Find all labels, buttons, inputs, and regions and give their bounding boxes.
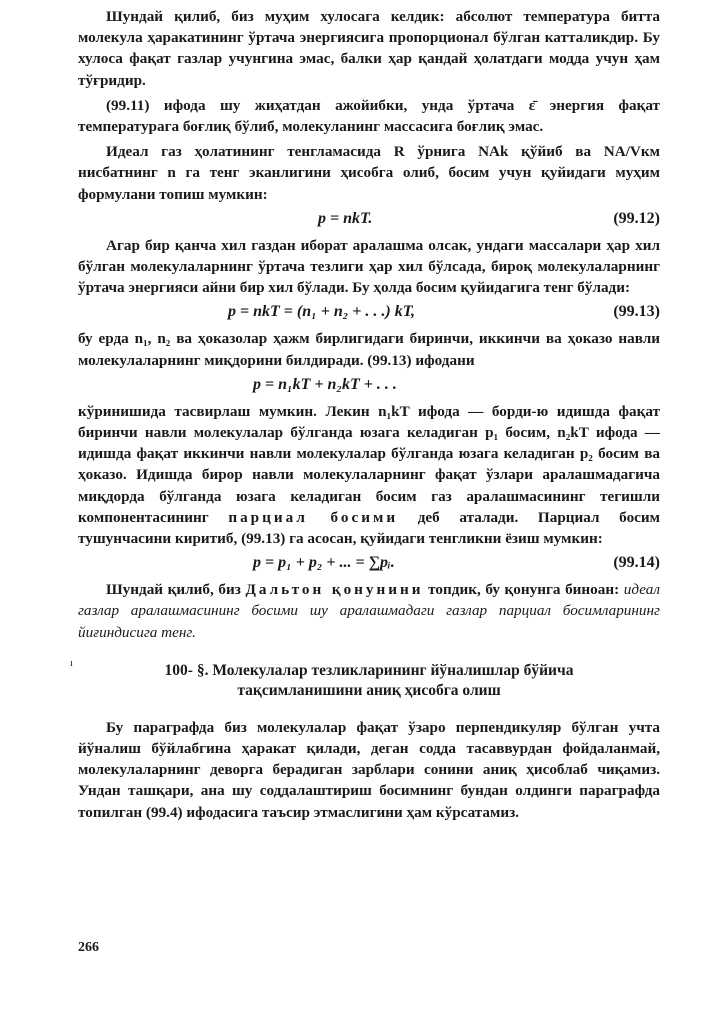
dalton-law-statement: идеал газлар аралашмасининг босими шу аралашмадаги газлар парциал босимларининг йиғиндисига тенг. xyxy=(78,581,661,641)
formula-sum-expansion xyxy=(78,371,660,401)
term-partial-pressure: парциал босими xyxy=(228,508,399,526)
paragraph-partial-pressure-tail: деб аталади. Парциал босим тушунчасини киритиб, (99.13) га асосан, қуйидаги тенгликни ёзиш мумкин: xyxy=(78,508,660,548)
formula-99-13-expr: p = nkT = (n₁ + n₂ + . . .) kT, xyxy=(228,303,416,321)
paragraph-partial-pressure-text: кўринишида тасвирлаш мумкин. Лекин n₁kT ифода — борди-ю идишда фақат биринчи навли молекулалар бўлганда юзага келадиган p₁ босим, n₂kT ифода — идишда фақат иккинчи навли молекулалар бўлганда юзага келадиган p₂ босим ва ҳоказо. Идишда бирор навли молекулаларнинг фақат ўзлари аралашмадагича миқдорда бўлганда юзага келадиган босим газ аралашмасининг тегишли компонентасининг xyxy=(78,402,660,526)
formula-99-12 xyxy=(78,205,660,235)
formula-99-14 xyxy=(78,549,660,579)
paragraph-where: бу ерда n₁, n₂ ва ҳоказолар ҳажм бирлигидаги биринчи, иккинчи ва ҳоказо навли молекулаларнинг миқдорини билдиради. (99.13) ифодани xyxy=(78,330,660,369)
paragraph-section-100-intro: Бу параграфда биз молекулалар фақат ўзаро перпендикуляр бўлган учта йўналиш бўйлабгина ҳаракат қилади, деган содда тасаввурдан фойдаланмай, молекулаларнинг деворга берадиган зарблари сонини аниқ ҳисоблаб чиқамиз. Ундан ташқари, ана шу соддалаштириш босимнинг бундан олдинги параграфда топилган (99.4) ифодасига таъсир этмаслигини ҳам кўрсатамиз. xyxy=(78,718,660,821)
dalton-intro: Шундай қилиб, биз xyxy=(106,581,241,599)
formula-99-13-number: (99.13) xyxy=(613,303,660,321)
paragraph-partial-pressure xyxy=(78,401,660,549)
page-number: 266 xyxy=(78,940,99,955)
section-heading-100 xyxy=(78,661,660,701)
paragraph-99-11-remark: (99.11) ифода шу жиҳатдан ажойибки, унда ўртача ε̄ энергия фақат температурага боғлиқ бўлиб, молекуланинг массасига боғлиқ эмас. xyxy=(78,96,660,136)
paragraph-gas-mixture: Агар бир қанча хил газдан иборат аралашма олсак, ундаги массалари ҳар хил бўлган молекулаларнинг ўртача тезлиги ҳар хил бўлсада, бироқ молекулаларнинг ўртача энергияси айни бир хил бўлади. Бу ҳолда босим қуйидагига тенг бўлади: xyxy=(78,236,660,297)
section-heading-line1: 100- §. Молекулалар тезликларининг йўналишлар бўйича xyxy=(164,661,574,679)
paragraph-conclusion: Шундай қилиб, биз муҳим хулосага келдик: абсолют температура битта молекула ҳаракатининг ўртача энергиясига пропорционал бўлган катталикдир. Бу хулоса фақат газлар учунгина эмас, балки ҳар қандай ҳолатдаги модда учун ҳам тўғридир. xyxy=(78,8,660,89)
margin-mark: ı xyxy=(70,658,73,669)
section-heading-line2: тақсимланишини аниқ ҳисобга олиш xyxy=(237,681,501,699)
formula-99-14-expr: p = p₁ + p₂ + ... = ∑pᵢ. xyxy=(253,554,395,572)
formula-sum-expansion-expr: p = n₁kT + n₂kT + . . . xyxy=(253,375,397,393)
formula-99-12-number: (99.12) xyxy=(613,209,660,227)
term-dalton-law: Дальтон қонунини xyxy=(245,581,424,599)
paragraph-ideal-gas: Идеал газ ҳолатининг тенгламасида R ўрнига NAk қўйиб ва NA/Vкм нисбатнинг n га тенг эканлигини ҳисобга олиб, босим учун қуйидаги муҳим формулани топиш мумкин: xyxy=(78,143,660,203)
formula-99-14-number: (99.14) xyxy=(613,554,660,572)
formula-99-13 xyxy=(78,298,660,328)
formula-99-12-expr: p = nkT. xyxy=(318,209,373,227)
dalton-mid: топдик, бу қонунга биноан: xyxy=(428,581,620,599)
paragraph-dalton-law xyxy=(78,579,660,643)
